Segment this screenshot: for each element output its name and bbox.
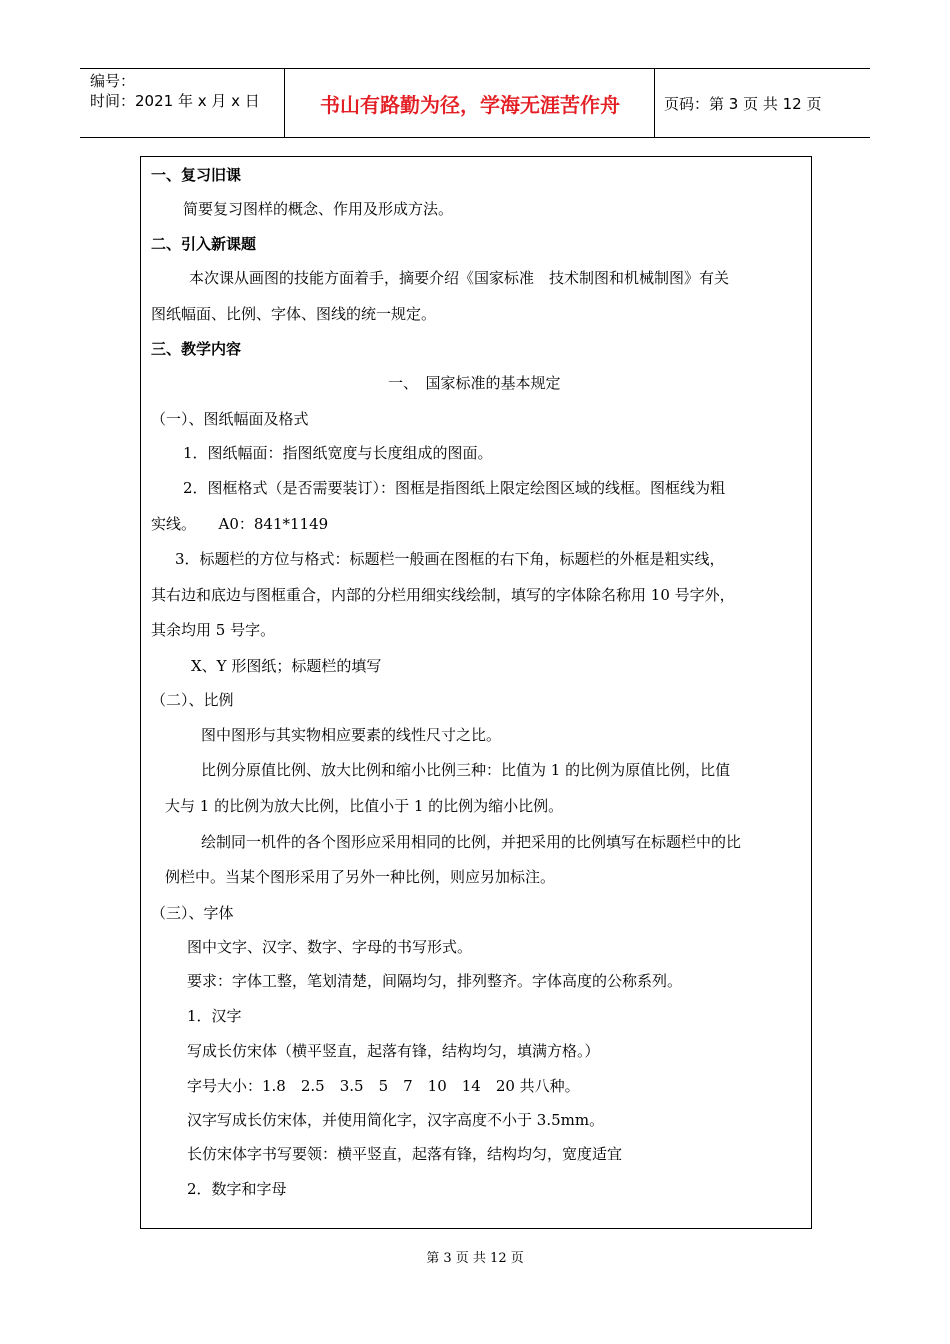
paragraph-line: 写成长仿宋体（横平竖直，起落有锋，结构均匀，填满方格。）	[187, 1042, 600, 1060]
paragraph-line: 要求：字体工整，笔划清楚，间隔均匀，排列整齐。字体高度的公称系列。	[187, 972, 683, 990]
subsection-heading: （一）、图纸幅面及格式	[151, 410, 309, 428]
paragraph-line: X、Y 形图纸；标题栏的填写	[191, 657, 382, 675]
paragraph-line: 字号大小：1.8 2.5 3.5 5 7 10 14 20 共八种。	[187, 1077, 580, 1095]
header-page-info: 页码：第 3 页 共 12 页	[664, 95, 822, 113]
page-footer: 第 3 页 共 12 页	[426, 1251, 524, 1266]
paragraph-line: 本次课从画图的技能方面着手，摘要介绍《国家标准 技术制图和机械制图》有关	[189, 269, 730, 287]
paragraph-line: 绘制同一机件的各个图形应采用相同的比例，并把采用的比例填写在标题栏中的比	[201, 833, 742, 851]
paragraph-line: 汉字写成长仿宋体，并使用简化字，汉字高度不小于 3.5mm。	[187, 1111, 605, 1129]
paragraph-line: 比例分原值比例、放大比例和缩小比例三种：比值为 1 的比例为原值比例，比值	[201, 761, 731, 779]
lesson-content-box	[140, 156, 812, 1229]
subsection-heading: （二）、比例	[151, 691, 234, 709]
header-motto: 书山有路勤为径，学海无涯苦作舟	[320, 93, 620, 117]
section-heading-teaching-content: 三、教学内容	[151, 340, 242, 358]
paragraph-line: 实线。 A0：841*1149	[151, 515, 329, 533]
paragraph-line: 大与 1 的比例为放大比例，比值小于 1 的比例为缩小比例。	[165, 797, 564, 815]
paragraph-line: 例栏中。当某个图形采用了另外一种比例，则应另加标注。	[165, 868, 556, 886]
paragraph-line: 其右边和底边与图框重合，内部的分栏用细实线绘制，填写的字体除名称用 10 号字外，	[151, 586, 735, 604]
paragraph-line: 图中文字、汉字、数字、字母的书写形式。	[187, 938, 473, 956]
paragraph-line: 图纸幅面、比例、字体、图线的统一规定。	[151, 305, 437, 323]
paragraph-line: 其余均用 5 号字。	[151, 621, 276, 639]
section-heading-new-topic: 二、引入新课题	[151, 235, 257, 253]
section-heading-review: 一、复习旧课	[151, 166, 242, 184]
subtitle-national-standard: 一、 国家标准的基本规定	[388, 374, 561, 392]
paragraph-line: 简要复习图样的概念、作用及形成方法。	[183, 200, 454, 218]
document-number-label: 编号：	[90, 72, 136, 90]
subsection-heading: （三）、字体	[151, 904, 234, 922]
header-divider-right	[654, 69, 655, 137]
paragraph-line: 3．标题栏的方位与格式：标题栏一般画在图框的右下角，标题栏的外框是粗实线，	[175, 550, 725, 568]
paragraph-line: 2．图框格式（是否需要装订）：图框是指图纸上限定绘图区域的线框。图框线为粗	[183, 479, 726, 497]
paragraph-line: 1．图纸幅面：指图纸宽度与长度组成的图面。	[183, 444, 493, 462]
paragraph-line: 长仿宋体字书写要领：横平竖直，起落有锋，结构均匀，宽度适宜	[187, 1145, 623, 1163]
document-time-label: 时间：2021 年 x 月 x 日	[90, 92, 260, 110]
header-divider-left	[284, 69, 285, 137]
page-header	[80, 68, 870, 138]
header-meta	[90, 71, 260, 111]
paragraph-line: 1．汉字	[187, 1007, 242, 1025]
paragraph-line: 图中图形与其实物相应要素的线性尺寸之比。	[201, 726, 502, 744]
paragraph-line: 2．数字和字母	[187, 1180, 287, 1198]
